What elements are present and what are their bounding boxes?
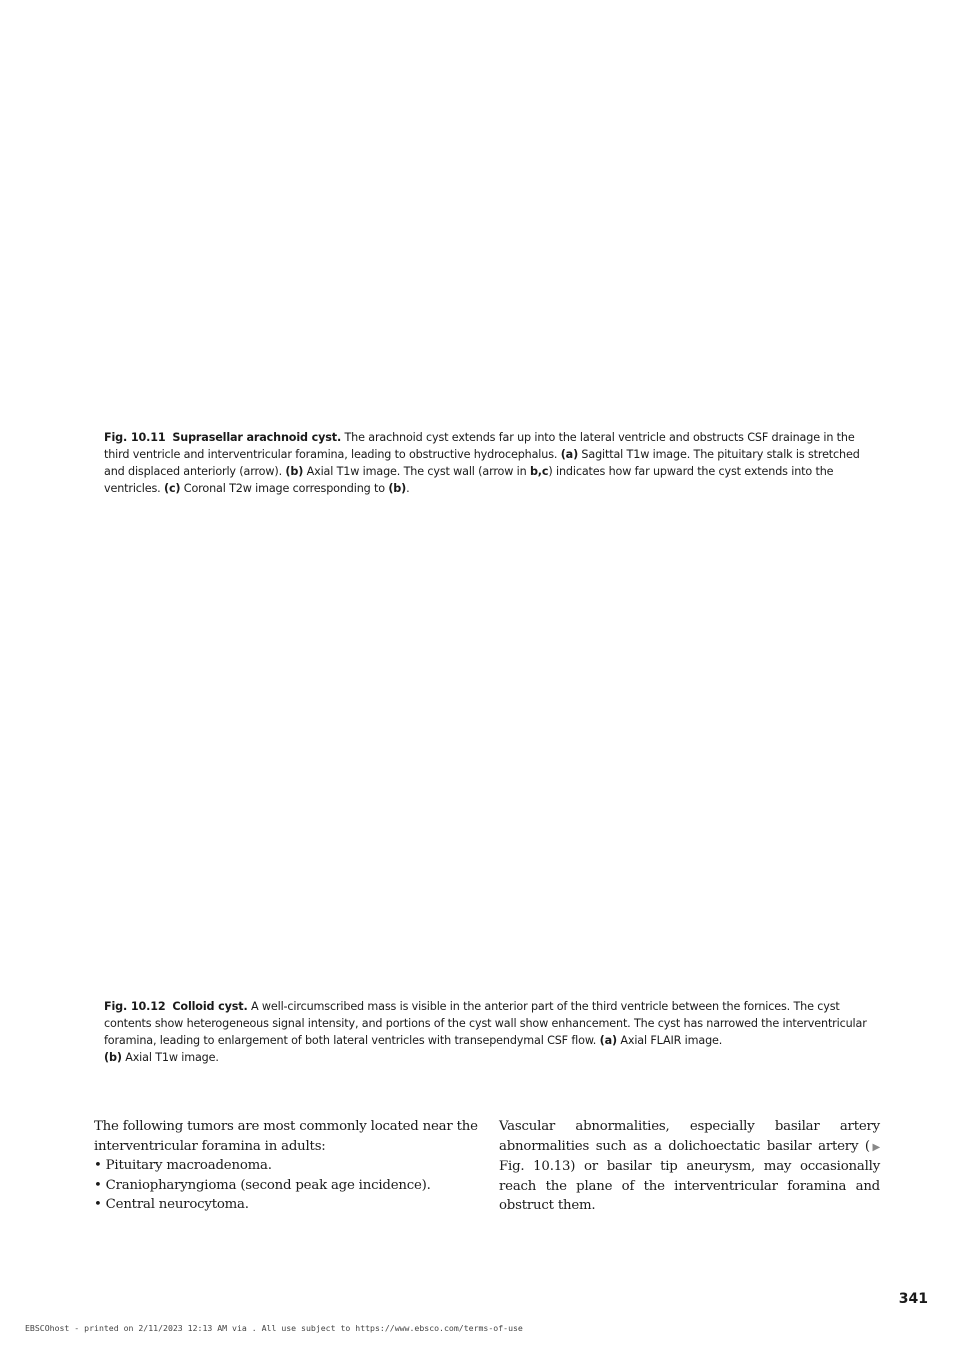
caption-text: Sagittal T1w image. The pituitary stalk is stretched and displaced anteriorly (arrow). — [104, 448, 860, 478]
panel-label-a: (a) — [599, 1034, 617, 1047]
figure-title: Suprasellar arachnoid cyst. — [172, 431, 342, 444]
panel-label-c: (c) — [163, 482, 181, 495]
left-column — [94, 1117, 478, 1215]
panel-label-b-ref: (b) — [388, 482, 407, 495]
figure-caption-10-11 — [104, 429, 874, 497]
reference-arrow-icon: ▶ — [869, 1141, 880, 1153]
body-paragraph: Vascular abnormalities, especially basilar artery abnormalities such as a dolichoectatic basilar artery ( — [499, 1119, 880, 1154]
caption-text: . — [406, 482, 410, 495]
figure-caption-10-12 — [104, 998, 874, 1066]
right-column — [499, 1117, 880, 1216]
caption-text: Axial T1w image. The cyst wall (arrow in — [303, 465, 530, 478]
figure-label: Fig. 10.11 — [104, 431, 166, 444]
body-paragraph-continued: ) or basilar tip aneurysm, may occasionally reach the plane of the interventricular foramina and obstruct them. — [499, 1159, 881, 1214]
body-paragraph: The following tumors are most commonly located near the interventricular foramina in adults: — [94, 1119, 478, 1154]
caption-text: The arachnoid cyst extends far up into the lateral ventricle and obstructs CSF drainage in the third ventricle and interventricular foramina, leading to obstructive hydrocephalus. — [104, 431, 855, 461]
figure-label: Fig. 10.12 — [104, 1000, 166, 1013]
figure-reference-link[interactable]: Fig. 10.13 — [499, 1159, 571, 1175]
footer-notice: EBSCOhost - printed on 2/11/2023 12:13 AM via . All use subject to https://www.ebsco.com/terms-of-use — [25, 1323, 523, 1333]
caption-text: Axial T1w image. — [121, 1051, 219, 1064]
caption-text: Axial FLAIR image. — [616, 1034, 723, 1047]
list-item: • Pituitary macroadenoma. — [94, 1156, 478, 1176]
figure-title: Colloid cyst. — [172, 1000, 248, 1013]
caption-text: ) indicates how far upward the cyst extends into the ventricles. — [104, 465, 834, 495]
page-number: 341 — [898, 1291, 928, 1307]
list-item: • Craniopharyngioma (second peak age incidence). — [94, 1176, 478, 1196]
tumor-list — [94, 1156, 478, 1215]
caption-text: Coronal T2w image corresponding to — [180, 482, 389, 495]
panel-label-b: (b) — [104, 1051, 122, 1064]
caption-text: A well-circumscribed mass is visible in the anterior part of the third ventricle between the fornices. The cyst contents show heterogeneous signal intensity, and portions of the cyst wall show enhancement. The cyst has narrowed the interventricular foramina, leading to enlargement of both lateral ventricles with transependymal CSF flow. — [104, 1000, 867, 1047]
panel-label-bc: b,c — [529, 465, 549, 478]
panel-label-a: (a) — [560, 448, 579, 461]
list-item: • Central neurocytoma. — [94, 1195, 478, 1215]
panel-label-b: (b) — [285, 465, 304, 478]
